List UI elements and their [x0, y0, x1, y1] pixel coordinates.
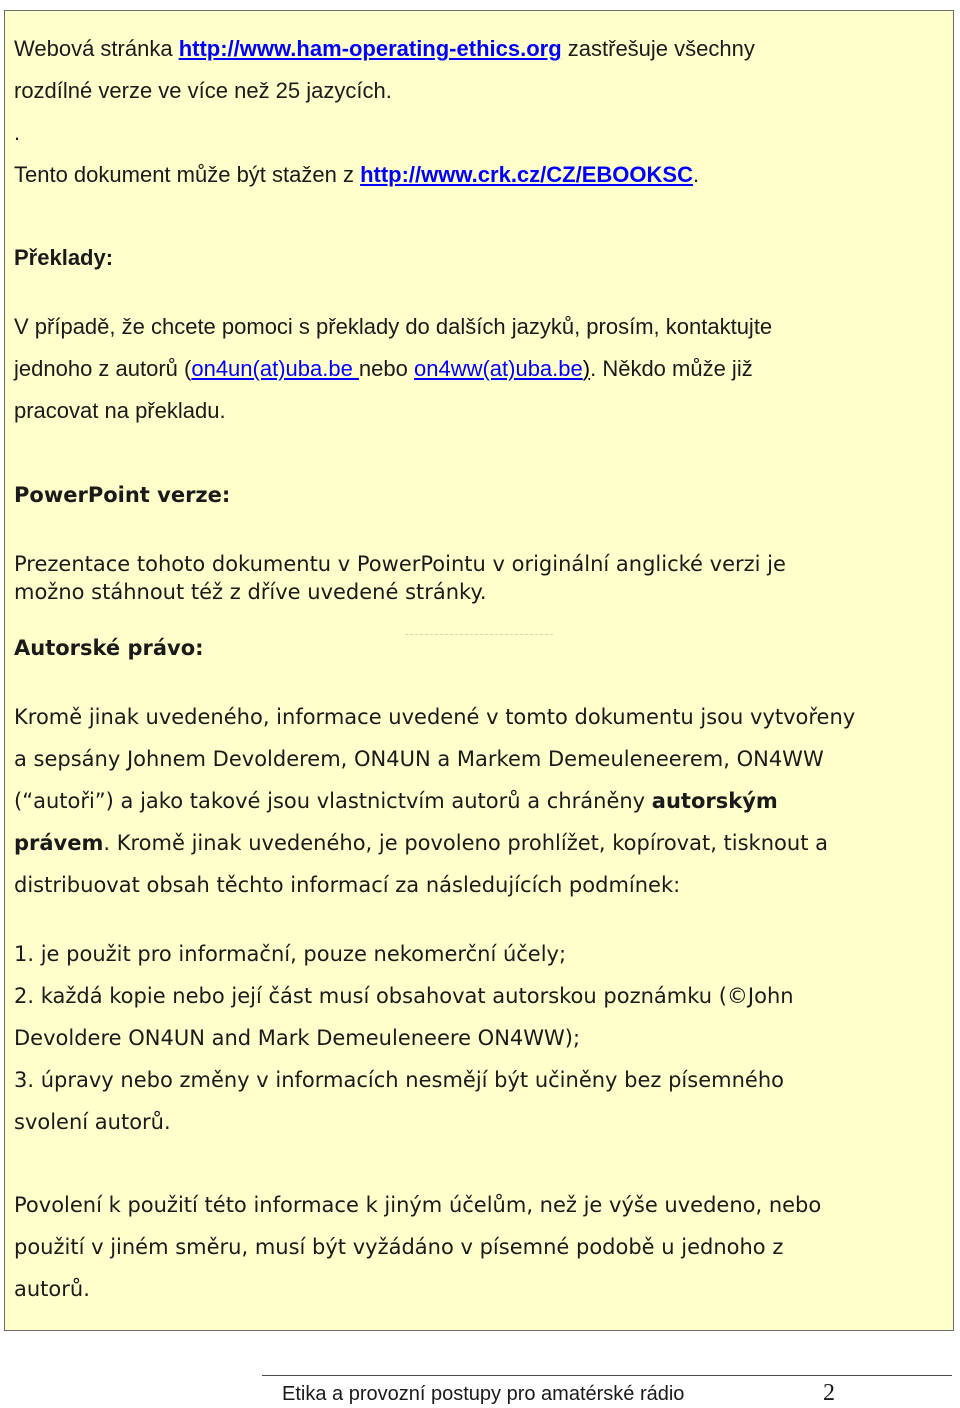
- translations-heading: Překlady:: [14, 245, 114, 270]
- intro-text: Webová stránka: [14, 36, 179, 61]
- permission-line-2: použití v jiném směru, musí být vyžádáno v písemné podobě u jednoho z: [14, 1235, 784, 1259]
- copyright-bold: právem: [14, 831, 104, 855]
- translations-line-2: [14, 357, 753, 381]
- intro-line-4: [14, 163, 699, 187]
- copyright-p1-line-2: a sepsány Johnem Devolderem, ON4UN a Markem Demeuleneerem, ON4WW: [14, 747, 824, 771]
- intro-text: Tento dokument může být stažen z: [14, 162, 361, 187]
- copyright-text: (“autoři”) a jako takové jsou vlastnictvím autorů a chráněny: [14, 789, 652, 813]
- translations-text: jednoho z autorů (: [14, 356, 192, 381]
- copyright-p1-line-5: distribuovat obsah těchto informací za následujících podmínek:: [14, 873, 681, 897]
- condition-2-line-2: Devoldere ON4UN and Mark Demeuleneere ON4WW);: [14, 1026, 581, 1050]
- condition-3-line-2: svolení autorů.: [14, 1110, 171, 1134]
- footer-title: Etika a provozní postupy pro amatérské rádio: [282, 1383, 685, 1405]
- intro-line-1: [14, 37, 755, 61]
- condition-3-line-1: 3. úpravy nebo změny v informacích nesmějí být učiněny bez písemného: [14, 1068, 784, 1092]
- on4un-email-link[interactable]: on4un(at)uba.be: [191, 356, 359, 381]
- copyright-text: . Kromě jinak uvedeného, je povoleno prohlížet, kopírovat, tisknout a: [103, 831, 828, 855]
- on4ww-email-link[interactable]: on4ww(at)uba.be: [413, 356, 583, 381]
- powerpoint-line-2: možno stáhnout též z dříve uvedené stránky.: [14, 580, 487, 604]
- intro-line-2: rozdílné verze ve více než 25 jazycích.: [14, 78, 392, 103]
- copyright-p1-line-3: [14, 789, 778, 813]
- ham-ethics-link[interactable]: http://www.ham-operating-ethics.org: [178, 36, 562, 61]
- copyright-p1-line-1: Kromě jinak uvedeného, informace uvedené v tomto dokumentu jsou vytvořeny: [14, 705, 856, 729]
- powerpoint-heading: PowerPoint verze:: [14, 483, 231, 507]
- divider: [405, 634, 553, 635]
- translations-line-3: pracovat na překladu.: [14, 398, 226, 423]
- translations-text: nebo: [358, 356, 414, 381]
- footer-rule: [262, 1375, 952, 1376]
- translations-text: ): [582, 356, 591, 381]
- translations-text: . Někdo může již: [590, 356, 753, 381]
- permission-line-3: autorů.: [14, 1277, 90, 1301]
- condition-2-line-1: 2. každá kopie nebo její část musí obsahovat autorskou poznámku (©John: [14, 984, 794, 1008]
- permission-line-1: Povolení k použití této informace k jiným účelům, než je výše uvedeno, nebo: [14, 1193, 822, 1217]
- intro-text: zastřešuje všechny: [561, 36, 755, 61]
- copyright-heading: Autorské právo:: [14, 636, 204, 660]
- intro-line-3: .: [14, 120, 21, 145]
- condition-1: 1. je použit pro informační, pouze nekomerční účely;: [14, 942, 567, 966]
- copyright-bold: autorským: [651, 789, 778, 813]
- crk-ebook-link[interactable]: http://www.crk.cz/CZ/EBOOKSC: [360, 162, 693, 187]
- translations-line-1: V případě, že chcete pomoci s překlady do dalších jazyků, prosím, kontaktujte: [14, 314, 773, 339]
- powerpoint-line-1: Prezentace tohoto dokumentu v PowerPointu v originální anglické verzi je: [14, 552, 786, 576]
- page-number: 2: [823, 1380, 835, 1406]
- copyright-p1-line-4: [14, 831, 828, 855]
- intro-text: .: [692, 162, 700, 187]
